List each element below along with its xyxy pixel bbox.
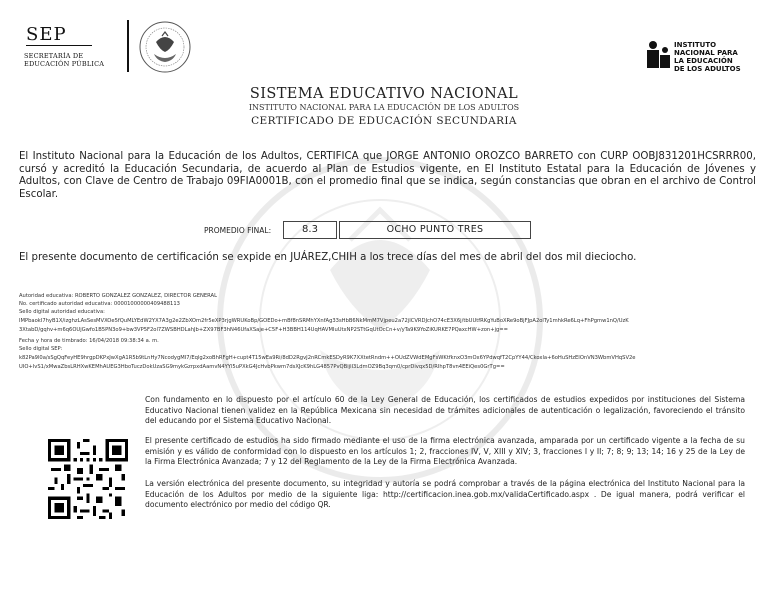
qr-code[interactable] [48, 439, 128, 519]
sello-sep-line-2: UIO+IvS1/xMwaZbsLRHXwKEMhAUEG3HboTuczDokUzaSG9mykGzrpxdAamvN4YYl5uPXkG4JcHvbPkwm7dsXJcK9hLG4857PvQBijlI3LdmOZ9Bq3qm0/cprDivqx5D/RIhpT8vn4EEiQes0GrTg== [19, 364, 505, 370]
inea-line-1: INSTITUTO [674, 41, 717, 49]
sello-autoridad-label: Sello digital autoridad educativa: [19, 309, 105, 315]
inea-logo-text [674, 41, 741, 73]
inea-line-2: NACIONAL PARA [674, 49, 738, 57]
legal-paragraph-3: La versión electrónica del presente documento, su integridad y autoría se podrá comprobar a través de la página electrónica del Instituto Nacional para la Educación de los Adultos por medio de la siguiente liga: http://certificacion.inea.gob.mx/validaCertificado.aspx . De igual manera, podrá verificar el documento electrónico por medio del código QR. [145, 479, 745, 509]
legal-paragraph-1: Con fundamento en lo dispuesto por el artículo 60 de la Ley General de Educación, los certificados de estudios expedidos por instituciones del Sistema Educativo Nacional tienen validez en la República Mexicana sin necesidad de trámites adicionales de autenticación o legalización, favoreciendo el tránsito del educando por el Sistema Educativo Nacional. [145, 395, 745, 425]
inea-line-3: LA EDUCACIÓN [674, 57, 733, 65]
document-title: SISTEMA EDUCATIVO NACIONAL [249, 86, 519, 102]
sello-sep-line-1: k82Pa9l0a/sSgQqFeyHE9hrgpDKPxJwXgA1R5b9tLnHy7NcodygMI7/Eqlg2xoBhRFgH+cupt4T15wEa9Ri/8dD2RgvJ2nRCmkESDyR9K7XXtetRndm++OUdZVWdEMgFsWKtfknxO3mOx6YPdwqfT2CpYY44/Ckoxla+6oHuSHzEIOnVN3WbmVHqSV2e [19, 355, 636, 361]
promedio-words: OCHO PUNTO TRES [339, 221, 531, 239]
sep-subtitle-line-1: SECRETARÍA DE [24, 52, 84, 60]
institute-name: INSTITUTO NACIONAL PARA LA EDUCACIÓN DE LOS ADULTOS [248, 103, 520, 112]
sello-sep-label: Sello digital SEP: [19, 346, 63, 352]
certificado-autoridad: No. certificado autoridad educativa: 00001000000409488113 [19, 301, 180, 307]
promedio-number: 8.3 [283, 221, 337, 239]
sep-logo-rule [26, 45, 92, 46]
promedio-label: PROMEDIO FINAL: [204, 226, 272, 235]
sep-logo-text: SEP [26, 24, 67, 45]
sep-subtitle-line-2: EDUCACIÓN PÚBLICA [24, 60, 105, 68]
sep-logo-subtitle [24, 52, 104, 68]
sello-autoridad-line-1: IMPbaokI7hyB1X/izghzLAsSesMVXOe5fQuMLYEdW2YX7A3g2e2ZbXOm2fr5eXP3rjgWRUKoBp/GOEDo+mBf8nSRMhYXnfAg33sHbB6NkMmM7Vjpeu2a72jICVRDJchO74cE3X6j/tbUUtfRKgYuBoXRe9oBjFJpA2olTy1mhkRe6Lq+FhPgmw1nQ/UzK [19, 318, 629, 324]
autoridad-educativa: Autoridad educativa: ROBERTO GONZALEZ GONZALEZ, DIRECTOR GENERAL [19, 293, 217, 299]
legal-paragraph-2: El presente certificado de estudios ha sido firmado mediante el uso de la firma electrónica avanzada, amparada por un certificado vigente a la fecha de su emisión y es válido de conformidad con lo dispuesto en los artículos 1; 2, fracciones IV, V, XIII y XIV; 3, fracciones I y II; 7; 8; 9; 13; 14; 16 y 25 de la Ley de la Firma Electrónica Avanzada; 7 y 12 del Reglamento de la Ley de la Firma Electrónica Avanzada. [145, 436, 745, 466]
sello-autoridad-line-2: 3XtabD/gqhv+m6q6OUjGwfo1B5PN3o9+bw3VP5F2ol7ZWSBHDLahJb+ZX97BF3hN46UfaXSaje+C5F+H3BBH114UqHAVMIuUtxNP2STtGqUtOcCn+v/yTa9K9YoZiKURKE7PQaxcHW+zon+jg== [19, 327, 508, 333]
mexico-eagle-seal-icon [138, 20, 192, 74]
header-divider [127, 20, 129, 72]
certificate-type: CERTIFICADO DE EDUCACIÓN SECUNDARIA [251, 115, 517, 127]
issuance-statement: El presente documento de certificación se expide en JUÁREZ,CHIH a los trece días del mes de abril del dos mil dieciocho. [19, 252, 637, 263]
inea-line-4: DE LOS ADULTOS [674, 65, 741, 73]
certification-paragraph: El Instituto Nacional para la Educación de los Adultos, CERTIFICA que JORGE ANTONIO OROZCO BARRETO con CURP OOBJ831201HCSRRR00, cursó y acreditó la Educación Secundaria, de acuerdo al Plan de Estudios vigente, en El Instituto Estatal para la Educación de Jóvenes y Adultos, con Clave de Centro de Trabajo 09FIA0001B, con el promedio final que se indica, según constancias que obran en el archivo de Control Escolar. [19, 151, 756, 200]
inea-logo-icon [644, 40, 672, 70]
fecha-timbrado: Fecha y hora de timbrado: 16/04/2018 09:38:34 a. m. [19, 338, 159, 344]
